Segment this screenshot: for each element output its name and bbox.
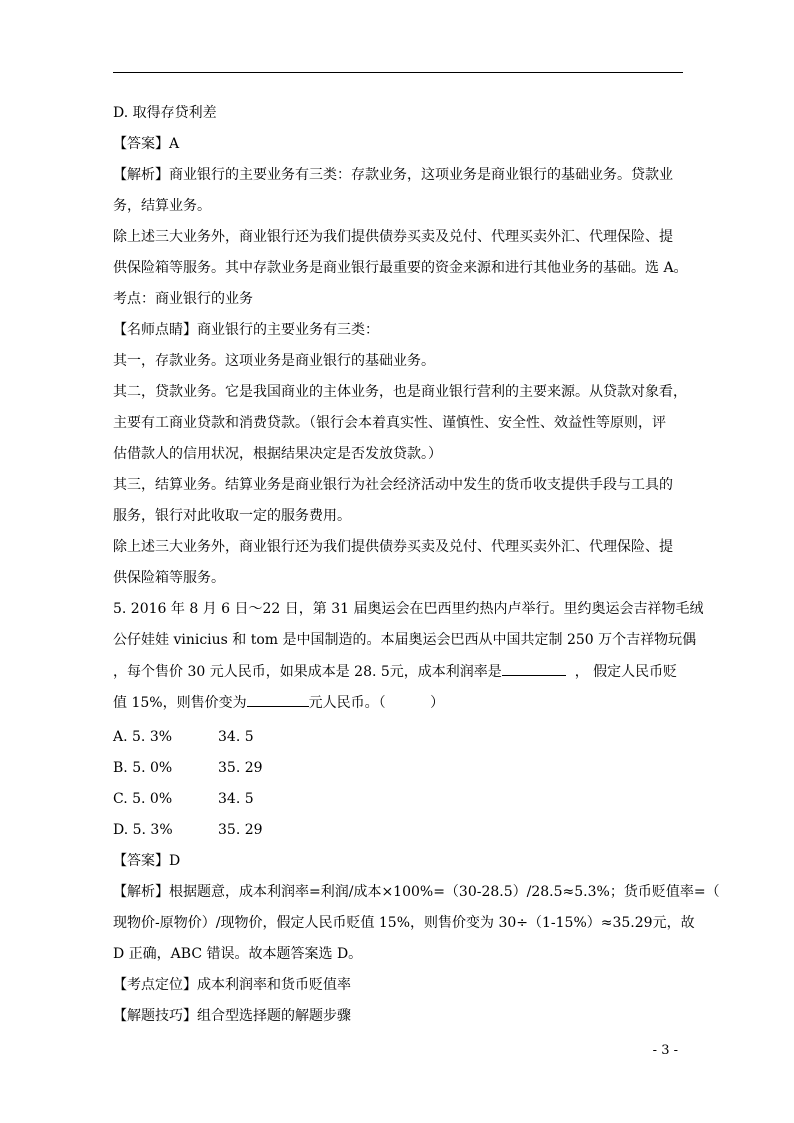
text-line: D 正确，ABC 错误。故本题答案选 D。 [113, 946, 363, 962]
question-5-line: 5. 2016 年 8 月 6 日～22 日，第 31 届奥运会在巴西里约热内卢举行。里约奥运会吉祥物毛绒 [113, 601, 704, 617]
question-text-line: ，每个售价 30 元人民币，如果成本是 28. 5元，成本利润率是 ， 假定人民币贬 [113, 661, 677, 682]
option-d-prev: D. 取得存贷利差 [113, 105, 217, 121]
answer-line: 【答案】D [113, 853, 181, 869]
text-line: 供保险箱等服务。 [113, 570, 225, 586]
text-line: 其一，存款业务。这项业务是商业银行的基础业务。 [113, 353, 435, 369]
option-c: C. 5. 0% 34. 5 [113, 791, 254, 807]
text-line: 务，结算业务。 [113, 198, 211, 214]
answer-blank [247, 692, 309, 707]
text-line: 其二，贷款业务。它是我国商业的主体业务，也是商业银行营利的主要来源。从贷款对象看， [113, 384, 687, 400]
text-line: 除上述三大业务外，商业银行还为我们提供债券买卖及兑付、代理买卖外汇、代理保险、提 [113, 229, 673, 245]
teacher-note-line: 【名师点睛】商业银行的主要业务有三类： [113, 322, 379, 338]
text-line: 供保险箱等服务。其中存款业务是商业银行最重要的资金来源和进行其他业务的基础。选 A。 [113, 260, 688, 276]
analysis-line: 【解析】根据题意，成本利润率=利润/成本×100%=（30-28.5）/28.5≈5.3%；货币贬值率=（ [113, 884, 720, 900]
text-line: 除上述三大业务外，商业银行还为我们提供债券买卖及兑付、代理买卖外汇、代理保险、提 [113, 539, 673, 555]
option-a: A. 5. 3% 34. 5 [113, 729, 254, 745]
option-d: D. 5. 3% 35. 29 [113, 822, 263, 838]
text-line: 现物价-原物价）/现物价，假定人民币贬值 15%，则售价变为 30÷（1-15%）≈35.29元，故 [113, 915, 695, 931]
answer-line: 【答案】A [113, 136, 180, 152]
text-line: 服务，银行对此收取一定的服务费用。 [113, 508, 351, 524]
header-rule [113, 72, 683, 73]
knowledge-point-line: 考点：商业银行的业务 [113, 291, 253, 307]
exam-point-line: 【考点定位】成本利润率和货币贬值率 [113, 977, 351, 993]
question-text-line: 值 15%，则售价变为 元人民币。（ ） [113, 692, 444, 713]
analysis-line: 【解析】商业银行的主要业务有三类：存款业务，这项业务是商业银行的基础业务。贷款业 [113, 167, 673, 183]
question-text-line: 公仔娃娃 vinicius 和 tom 是中国制造的。本届奥运会巴西从中国共定制 250 万个吉祥物玩偶 [113, 632, 697, 648]
text-line: 其三，结算业务。结算业务是商业银行为社会经济活动中发生的货币收支提供手段与工具的 [113, 477, 673, 493]
technique-line: 【解题技巧】组合型选择题的解题步骤 [113, 1008, 351, 1024]
text-line: 估借款人的信用状况，根据结果决定是否发放贷款。） [113, 446, 442, 462]
page-number: - 3 - [652, 1043, 678, 1058]
option-b: B. 5. 0% 35. 29 [113, 760, 263, 776]
text-line: 主要有工商业贷款和消费贷款。（银行会本着真实性、谨慎性、安全性、效益性等原则，评 [113, 415, 666, 431]
answer-blank [502, 661, 566, 676]
